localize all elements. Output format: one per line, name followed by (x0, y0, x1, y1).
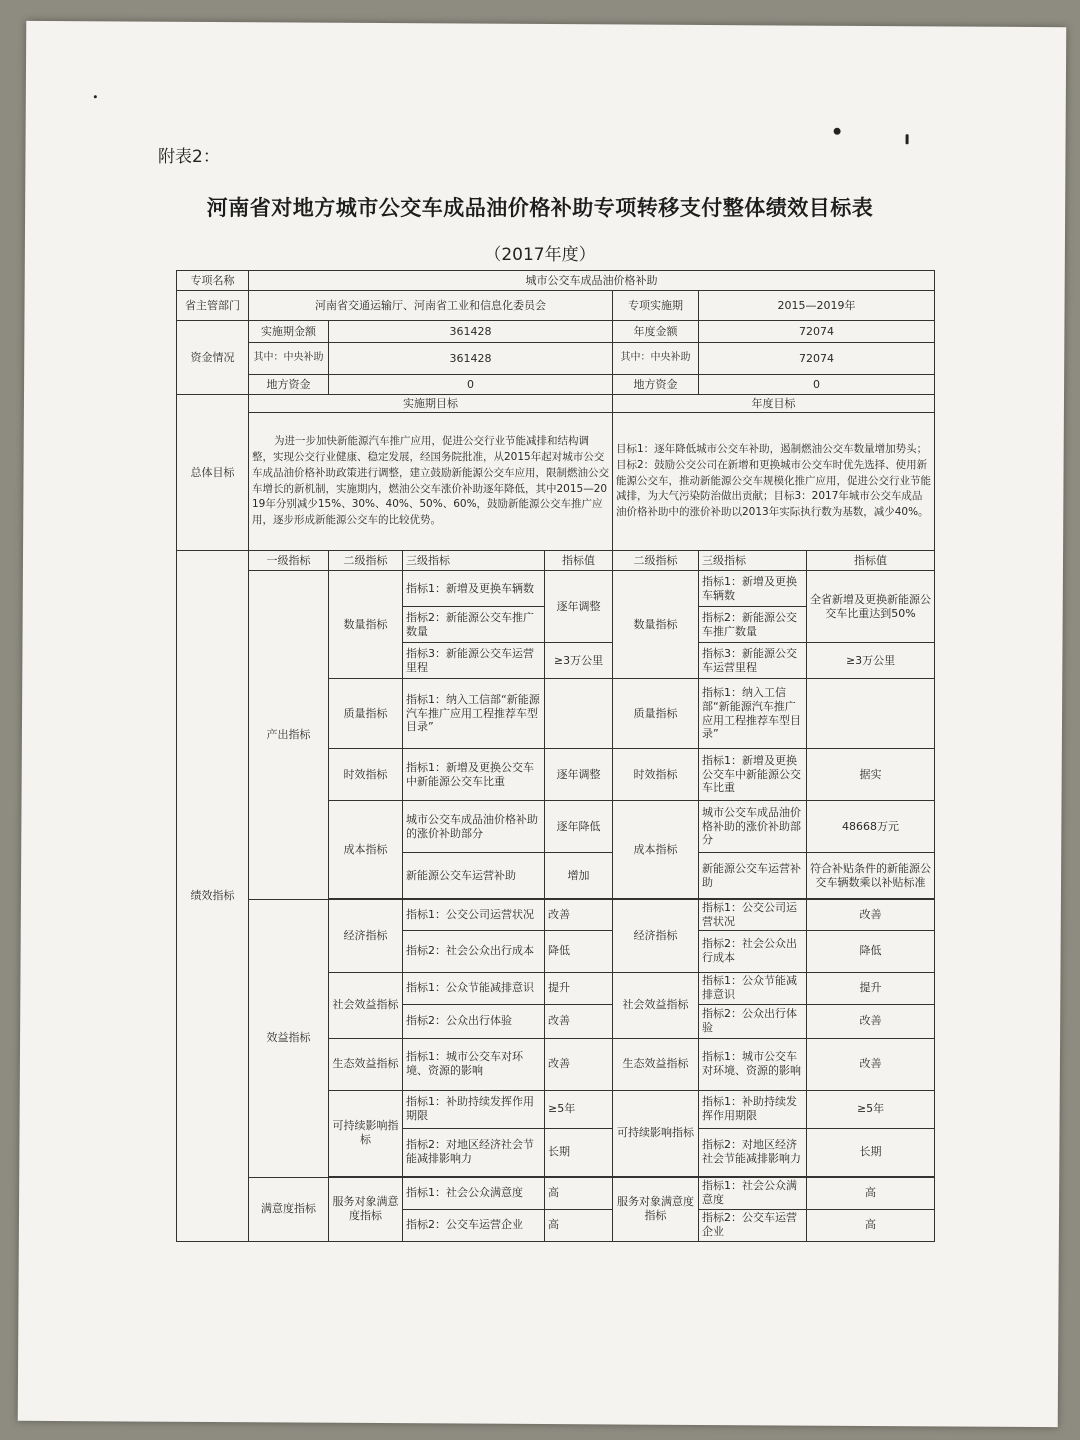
right-sv2: 指标2：公交车运营企业 (699, 1209, 807, 1241)
impl-amount: 361428 (329, 321, 613, 343)
right-e1: 指标1：公交公司运营状况 (699, 900, 807, 931)
right-c1-val: 48668万元 (807, 801, 935, 853)
right-su2-val: 长期 (807, 1128, 935, 1176)
right-s2: 指标2：公众出行体验 (699, 1004, 807, 1038)
appendix-label: 附表2： (158, 147, 220, 167)
annual-goal-text: 目标1：逐年降低城市公交车补助，遏制燃油公交车数量增加势头；目标2：鼓励公交公司在新增和更换城市公交车时优先选择、使用新能源公交车，推动新能源公交车规模化推广应用，促进公交行业节能减排，为大气污染防治做出贡献；目标3：2017年城市公交车成品油价格补助中的涨价补助以2013年实际执行数为基数，减少40%。 (613, 413, 935, 551)
right-su1-val: ≥5年 (807, 1090, 935, 1128)
group-ecological: 生态效益指标 (329, 1038, 403, 1090)
left-su2-val: 长期 (545, 1128, 613, 1176)
right-t1-val: 据实 (807, 749, 935, 801)
local-label: 地方资金 (249, 375, 329, 395)
left-c2-val: 增加 (545, 853, 613, 899)
document-year: （2017年度） (484, 245, 596, 265)
performance-target-table (176, 270, 935, 1242)
left-e2-val: 降低 (545, 930, 613, 972)
perf-label: 绩效指标 (177, 551, 249, 1242)
ink-speck (834, 128, 841, 135)
group-quality-right: 质量指标 (613, 679, 699, 749)
right-g1-val: 改善 (807, 1038, 935, 1090)
local-impl: 0 (329, 375, 613, 395)
dept: 河南省交通运输厅、河南省工业和信息化委员会 (249, 291, 613, 321)
left-q2: 指标2：新能源公交车推广数量 (403, 607, 545, 643)
left-su1-val: ≥5年 (545, 1090, 613, 1128)
right-s2-val: 改善 (807, 1004, 935, 1038)
right-g1: 指标1：城市公交车对环境、资源的影响 (699, 1038, 807, 1090)
right-q3-val: ≥3万公里 (807, 643, 935, 679)
right-sv1: 指标1：社会公众满意度 (699, 1177, 807, 1209)
left-e2: 指标2：社会公众出行成本 (403, 930, 545, 972)
left-c1-val: 逐年降低 (545, 801, 613, 853)
group-service-right: 服务对象满意度指标 (613, 1177, 699, 1241)
group-service: 服务对象满意度指标 (329, 1177, 403, 1241)
left-sv1-val: 高 (545, 1177, 613, 1209)
annual-goal-header: 年度目标 (613, 395, 935, 413)
left-c2: 新能源公交车运营补助 (403, 853, 545, 899)
group-quantity: 数量指标 (329, 571, 403, 679)
right-q1: 指标1：新增及更换车辆数 (699, 571, 807, 607)
group-timeliness-right: 时效指标 (613, 749, 699, 801)
group-timeliness: 时效指标 (329, 749, 403, 801)
right-sv1-val: 高 (807, 1177, 935, 1209)
col-l3: 三级指标 (403, 551, 545, 571)
right-e2: 指标2：社会公众出行成本 (699, 930, 807, 972)
impl-goal-header: 实施期目标 (249, 395, 613, 413)
left-ql1-val (545, 679, 613, 749)
period-label: 专项实施期 (613, 291, 699, 321)
right-e1-val: 改善 (807, 900, 935, 931)
left-e1-val: 改善 (545, 900, 613, 931)
group-ecological-right: 生态效益指标 (613, 1038, 699, 1090)
group-social-right: 社会效益指标 (613, 972, 699, 1038)
right-ql1: 指标1：纳入工信部“新能源汽车推广应用工程推荐车型目录” (699, 679, 807, 749)
right-c2: 新能源公交车运营补助 (699, 853, 807, 899)
left-sv2-val: 高 (545, 1209, 613, 1241)
left-q3: 指标3：新能源公交车运营里程 (403, 643, 545, 679)
right-ql1-val (807, 679, 935, 749)
right-sv2-val: 高 (807, 1209, 935, 1241)
period: 2015—2019年 (699, 291, 935, 321)
left-s2-val: 改善 (545, 1004, 613, 1038)
impl-amount-label: 实施期金额 (249, 321, 329, 343)
right-c1: 城市公交车成品油价格补助的涨价补助部分 (699, 801, 807, 853)
left-t1: 指标1：新增及更换公交车中新能源公交车比重 (403, 749, 545, 801)
left-su1: 指标1：补助持续发挥作用期限 (403, 1090, 545, 1128)
left-su2: 指标2：对地区经济社会节能减排影响力 (403, 1128, 545, 1176)
col-l2: 二级指标 (329, 551, 403, 571)
central-impl: 361428 (329, 343, 613, 375)
goals-label: 总体目标 (177, 395, 249, 551)
right-q2: 指标2：新能源公交车推广数量 (699, 607, 807, 643)
group-social: 社会效益指标 (329, 972, 403, 1038)
right-s1-val: 提升 (807, 972, 935, 1004)
col-val-right: 指标值 (807, 551, 935, 571)
left-q12-val: 逐年调整 (545, 571, 613, 643)
funds-label: 资金情况 (177, 321, 249, 395)
central-annual: 72074 (699, 343, 935, 375)
annual-amount-label: 年度金额 (613, 321, 699, 343)
col-l2-right: 二级指标 (613, 551, 699, 571)
group-cost: 成本指标 (329, 801, 403, 899)
right-e2-val: 降低 (807, 930, 935, 972)
dept-label: 省主管部门 (177, 291, 249, 321)
left-s1-val: 提升 (545, 972, 613, 1004)
left-q1: 指标1：新增及更换车辆数 (403, 571, 545, 607)
group-sustainable-right: 可持续影响指标 (613, 1090, 699, 1176)
right-t1: 指标1：新增及更换公交车中新能源公交车比重 (699, 749, 807, 801)
document-title: 河南省对地方城市公交车成品油价格补助专项转移支付整体绩效目标表 (206, 195, 874, 220)
col-val: 指标值 (545, 551, 613, 571)
ink-speck (94, 95, 97, 98)
left-g1-val: 改善 (545, 1038, 613, 1090)
col-l3-right: 三级指标 (699, 551, 807, 571)
ink-speck (906, 134, 909, 144)
impl-goal-text: 为进一步加快新能源汽车推广应用，促进公交行业节能减排和结构调整，实现公交行业健康、稳定发展，经国务院批准，从2015年起对城市公交车成品油价格补助政策进行调整，建立鼓励新能源公交车应用，限制燃油公交车增长的新机制，实施期内，燃油公交车涨价补助逐年降低，其中2015—2019年分别减少15%、30%、40%、50%、60%，鼓励新能源公交车推广应用，逐步形成新能源公交车的比较优势。 (249, 413, 613, 551)
project-name: 城市公交车成品油价格补助 (249, 271, 935, 291)
output-label: 产出指标 (249, 571, 329, 900)
annual-amount: 72074 (699, 321, 935, 343)
left-g1: 指标1：城市公交车对环境、资源的影响 (403, 1038, 545, 1090)
left-sv1: 指标1：社会公众满意度 (403, 1177, 545, 1209)
col-l1: 一级指标 (249, 551, 329, 571)
group-economic-right: 经济指标 (613, 900, 699, 973)
left-c1: 城市公交车成品油价格补助的涨价补助部分 (403, 801, 545, 853)
local-annual-label: 地方资金 (613, 375, 699, 395)
right-su1: 指标1：补助持续发挥作用期限 (699, 1090, 807, 1128)
left-t1-val: 逐年调整 (545, 749, 613, 801)
left-q3-val: ≥3万公里 (545, 643, 613, 679)
right-c2-val: 符合补贴条件的新能源公交车辆数乘以补贴标准 (807, 853, 935, 899)
left-sv2: 指标2：公交车运营企业 (403, 1209, 545, 1241)
benefit-label: 效益指标 (249, 900, 329, 1178)
project-name-label: 专项名称 (177, 271, 249, 291)
satisfaction-label: 满意度指标 (249, 1177, 329, 1241)
group-quality: 质量指标 (329, 679, 403, 749)
local-annual: 0 (699, 375, 935, 395)
right-s1: 指标1：公众节能减排意识 (699, 972, 807, 1004)
left-s2: 指标2：公众出行体验 (403, 1004, 545, 1038)
left-e1: 指标1：公交公司运营状况 (403, 900, 545, 931)
central-annual-label: 其中：中央补助 (613, 343, 699, 375)
left-s1: 指标1：公众节能减排意识 (403, 972, 545, 1004)
central-label: 其中：中央补助 (249, 343, 329, 375)
left-ql1: 指标1：纳入工信部“新能源汽车推广应用工程推荐车型目录” (403, 679, 545, 749)
group-cost-right: 成本指标 (613, 801, 699, 899)
right-q12-val: 全省新增及更换新能源公交车比重达到50% (807, 571, 935, 643)
group-sustainable: 可持续影响指标 (329, 1090, 403, 1176)
group-economic: 经济指标 (329, 900, 403, 973)
right-su2: 指标2：对地区经济社会节能减排影响力 (699, 1128, 807, 1176)
group-quantity-right: 数量指标 (613, 571, 699, 679)
right-q3: 指标3：新能源公交车运营里程 (699, 643, 807, 679)
